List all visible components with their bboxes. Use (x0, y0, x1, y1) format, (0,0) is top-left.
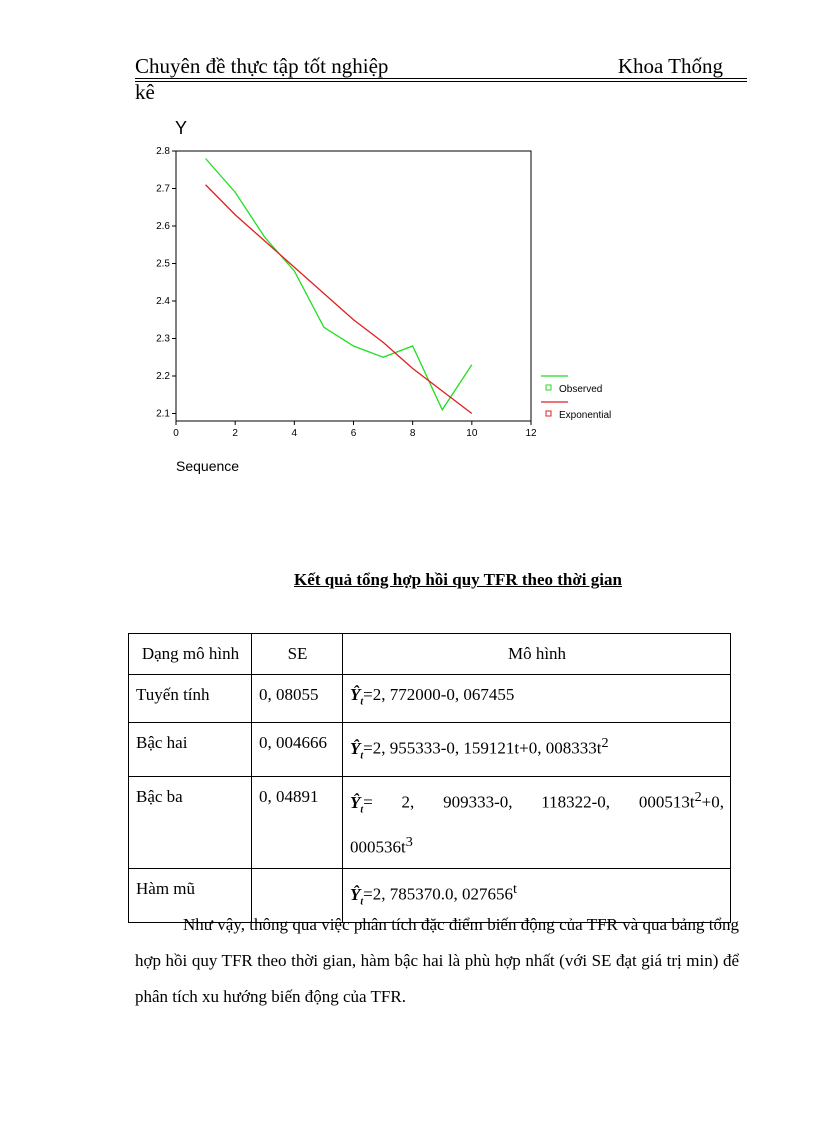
y-axis-label: Y (175, 118, 188, 138)
x-tick-label: 10 (466, 428, 478, 439)
legend-label-observed: Observed (559, 384, 603, 395)
y-tick-label: 2.6 (156, 221, 170, 232)
table-row (129, 777, 731, 869)
series-line-exponential (206, 185, 472, 414)
cell-model: $Ŷ_t=2$, 785370.0, 027656$^t$ (343, 869, 731, 923)
y-tick-label: 2.2 (156, 371, 170, 382)
header-model-type: Dạng mô hình (129, 634, 252, 675)
legend-label-exponential: Exponential (559, 410, 612, 421)
cell-se: 0, 004666 (252, 723, 343, 777)
yhat-symbol: $Ŷ_t$ (350, 884, 364, 908)
header-wrap-text: kê (135, 80, 155, 104)
cell-model: $Ŷ_t= 2$, 909333-0, 118322-0, $000513t^2+0$, $000536t^3$ (343, 777, 731, 869)
header-model: Mô hình (343, 634, 731, 675)
cell-se: 0, 08055 (252, 675, 343, 723)
yhat-symbol: $Ŷ_t$ (350, 793, 364, 816)
table-title: Kết quả tổng hợp hồi quy TFR theo thời gian (294, 570, 622, 589)
yhat-symbol: $Ŷ_t$ (350, 739, 364, 762)
cell-model: $Ŷ_t=2$, 955333-0, 159121t+0, $008333t^2$ (343, 723, 731, 777)
x-axis-label: Sequence (176, 458, 240, 474)
cell-type: Bậc hai (129, 723, 252, 777)
cell-type: Tuyến tính (129, 675, 252, 723)
tfr-chart (0, 0, 816, 500)
results-table (128, 633, 731, 923)
x-tick-label: 12 (525, 428, 537, 439)
y-tick-label: 2.5 (156, 258, 170, 270)
y-tick-label: 2.3 (156, 333, 170, 345)
x-tick-label: 8 (409, 428, 416, 439)
cell-type: Hàm mũ (129, 869, 252, 923)
table-header-row (129, 634, 731, 675)
table-row (129, 723, 731, 777)
conclusion-paragraph: Như vậy, thông qua việc phân tích đặc điểm biến động của TFR và qua bảng tổng hợp hồi quy TFR theo thời gian, hàm bậc hai là phù hợp nhất (với SE đạt giá trị min) để phân tích xu hướng biến động của TFR. (135, 915, 739, 1006)
y-tick-label: 2.8 (156, 146, 170, 157)
x-tick-label: 4 (291, 428, 298, 439)
x-tick-label: 0 (173, 428, 179, 439)
y-tick-label: 2.1 (156, 408, 170, 420)
cell-type: Bậc ba (129, 777, 252, 869)
header-right: Khoa Thống (617, 54, 723, 78)
x-tick-label: 2 (232, 428, 238, 439)
y-tick-label: 2.4 (156, 296, 170, 307)
yhat-symbol: $Ŷ_t$ (350, 685, 364, 708)
header-se: SE (252, 634, 343, 675)
cell-se: 0, 04891 (252, 777, 343, 869)
header-left: Chuyên đề thực tập tốt nghiệp (135, 54, 389, 78)
x-tick-label: 6 (350, 428, 357, 439)
series-line-observed (206, 159, 472, 410)
legend-marker-exponential (546, 411, 551, 416)
legend-marker-observed (546, 385, 551, 390)
plot-frame (176, 151, 531, 421)
table-row (129, 675, 731, 723)
y-tick-label: 2.7 (156, 183, 170, 195)
cell-model: $Ŷ_t=2$, 772000-0, 067455 (343, 675, 731, 723)
